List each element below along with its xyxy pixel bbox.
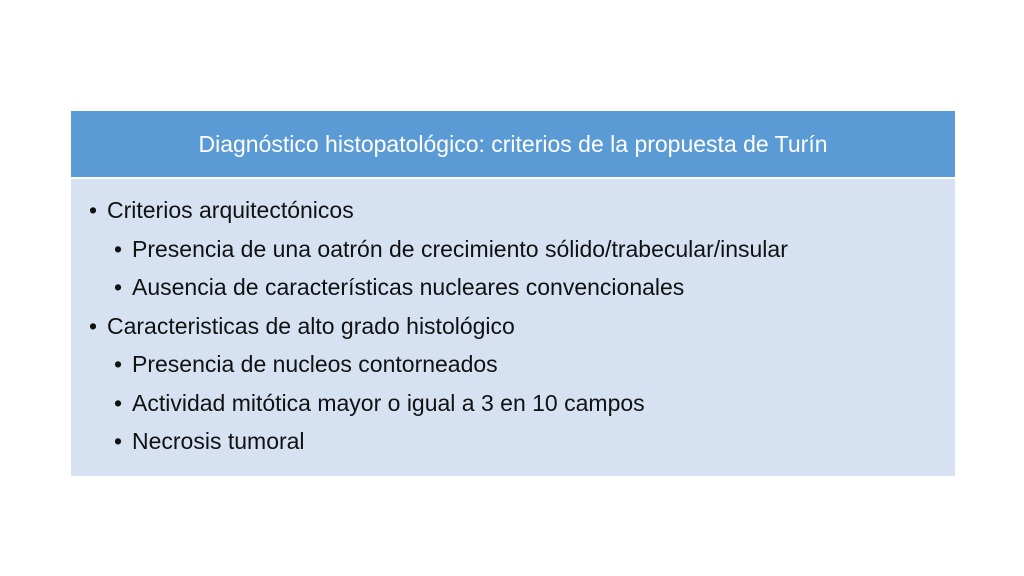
list-item xyxy=(89,307,955,346)
bullet: • xyxy=(114,235,123,262)
list-item-text: Caracteristicas de alto grado histológico xyxy=(107,312,515,339)
list-item xyxy=(89,345,955,384)
table-header-text: Diagnóstico histopatológico: criterios de la propuesta de Turín xyxy=(198,130,828,157)
list-item xyxy=(89,230,955,269)
bullet: • xyxy=(89,312,98,339)
table-header xyxy=(71,111,955,179)
list-item xyxy=(89,268,955,307)
list-item-text: Necrosis tumoral xyxy=(132,428,305,454)
list-item xyxy=(89,191,955,230)
bullet: • xyxy=(89,197,98,223)
list-item xyxy=(89,384,955,423)
list-item-text: Criterios arquitectónicos xyxy=(107,197,354,223)
list-item-text: Ausencia de características nucleares convencionales xyxy=(132,274,685,300)
list-item xyxy=(89,422,955,461)
table-body xyxy=(71,179,955,476)
list-item-text: Presencia de una oatrón de crecimiento sólido/trabecular/insular xyxy=(132,235,788,262)
list-item-text: Presencia de nucleos contorneados xyxy=(132,351,498,377)
list-item-text: Actividad mitótica mayor o igual a 3 en 10 campos xyxy=(132,389,645,416)
bullet: • xyxy=(114,428,123,454)
bullet: • xyxy=(114,389,123,416)
bullet: • xyxy=(114,351,123,377)
criteria-table xyxy=(71,111,955,476)
bullet: • xyxy=(114,274,123,300)
